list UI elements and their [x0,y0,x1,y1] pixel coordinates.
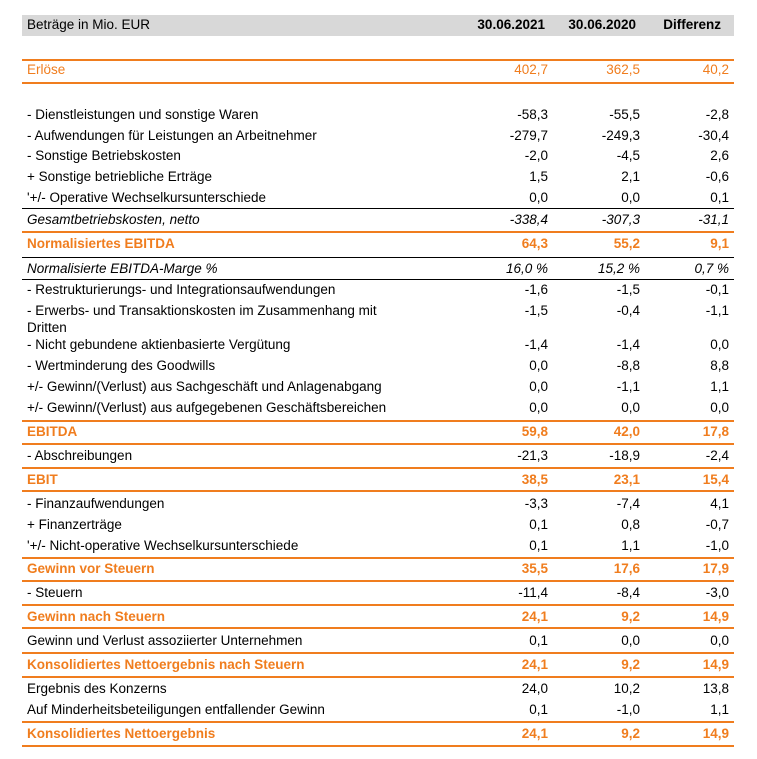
row-value-2021: -1,4 [524,337,548,352]
row-value-2021: 24,1 [521,726,548,741]
row-value-2021: -279,7 [509,128,548,143]
row-value-difference: 1,1 [710,702,729,717]
row-value-2021: -1,6 [524,282,548,297]
row-value-2020: 1,1 [621,538,640,553]
divider [22,279,734,280]
row-value-difference: -2,4 [705,448,729,463]
row-value-difference: -1,1 [705,303,729,318]
row-value-2021: -3,3 [524,496,548,511]
row-value-2021: 24,1 [521,609,548,624]
row-value-2020: 0,0 [621,190,640,205]
row-label: +/- Gewinn/(Verlust) aus Sachgeschäft und Anlagenabgang [27,379,382,394]
row-value-difference: 14,9 [702,726,729,741]
row-value-difference: 13,8 [702,681,729,696]
row-value-difference: 4,1 [710,496,729,511]
row-value-difference: 0,0 [710,400,729,415]
row-value-2020: 9,2 [621,726,640,741]
row-value-2021: 35,5 [521,561,548,576]
header-label: Beträge in Mio. EUR [27,17,151,32]
row-value-difference: 0,0 [710,633,729,648]
divider [22,59,734,61]
header-col-difference: Differenz [663,17,721,32]
divider [22,467,734,469]
table-header [22,15,734,36]
row-value-2020: 9,2 [621,609,640,624]
row-value-2021: -21,3 [517,448,548,463]
row-label-continuation: Dritten [27,320,67,335]
row-label: - Wertminderung des Goodwills [27,358,216,373]
row-value-2020: 9,2 [621,657,640,672]
row-value-2021: 24,0 [521,681,548,696]
row-label: Normalisiertes EBITDA [27,236,175,251]
row-value-difference: -31,1 [698,212,729,227]
row-label: EBIT [27,472,58,487]
divider [22,231,734,233]
row-value-difference: 0,1 [710,190,729,205]
row-value-2021: 0,0 [529,190,548,205]
divider [22,745,734,747]
row-value-difference: -2,8 [705,107,729,122]
row-label: - Steuern [27,585,83,600]
row-value-difference: 14,9 [702,657,729,672]
row-value-2021: 38,5 [521,472,548,487]
row-label: Gewinn vor Steuern [27,561,155,576]
row-value-2020: -249,3 [601,128,640,143]
row-label: - Erwerbs- und Transaktionskosten im Zusammenhang mit [27,303,377,318]
row-value-2021: 0,1 [529,538,548,553]
row-label: +/- Gewinn/(Verlust) aus aufgegebenen Geschäftsbereichen [27,400,387,415]
divider [22,676,734,678]
row-value-2021: 402,7 [514,62,548,77]
divider [22,580,734,582]
row-value-2021: -58,3 [517,107,548,122]
row-value-2020: 0,8 [621,517,640,532]
row-value-2020: -8,8 [616,358,640,373]
row-value-2020: 17,6 [613,561,640,576]
row-value-2020: -8,4 [616,585,640,600]
row-value-2020: -4,5 [616,148,640,163]
row-label: - Restrukturierungs- und Integrationsaufwendungen [27,282,336,297]
divider [22,208,734,209]
divider [22,604,734,606]
row-value-difference: 15,4 [702,472,729,487]
row-value-difference: 8,8 [710,358,729,373]
row-label: Gesamtbetriebskosten, netto [27,212,200,227]
row-label: Normalisierte EBITDA-Marge % [27,261,218,276]
row-value-2020: 0,0 [621,633,640,648]
divider [22,82,734,84]
row-value-difference: 14,9 [702,609,729,624]
row-value-2021: -2,0 [524,148,548,163]
row-value-2020: -1,0 [616,702,640,717]
row-value-2020: -1,1 [616,379,640,394]
row-value-2020: 55,2 [613,236,640,251]
header-col-2020: 30.06.2020 [568,17,636,32]
row-label: Gewinn nach Steuern [27,609,166,624]
row-value-difference: 40,2 [702,62,729,77]
row-label: - Abschreibungen [27,448,133,463]
row-value-difference: 2,6 [710,148,729,163]
row-value-2021: 0,0 [529,400,548,415]
divider [22,721,734,723]
row-value-2020: -55,5 [609,107,640,122]
row-label: '+/- Nicht-operative Wechselkursunterschiede [27,538,299,553]
row-value-2021: 16,0 % [505,261,548,276]
row-value-2021: -11,4 [518,585,548,600]
row-value-2021: 64,3 [521,236,548,251]
divider [22,257,734,258]
row-value-2021: -338,4 [509,212,548,227]
row-value-difference: -0,1 [705,282,729,297]
row-value-difference: -1,0 [705,538,729,553]
divider [22,557,734,559]
row-value-2020: 362,5 [606,62,640,77]
row-value-2020: 42,0 [613,424,640,439]
row-value-2020: -7,4 [616,496,640,511]
row-label: Gewinn und Verlust assoziierter Unternehmen [27,633,303,648]
row-value-difference: 9,1 [710,236,729,251]
row-value-difference: -30,4 [698,128,729,143]
row-value-2021: 0,1 [529,633,548,648]
row-value-2020: -0,4 [616,303,640,318]
row-value-2021: 59,8 [521,424,548,439]
row-value-difference: 0,7 % [694,261,729,276]
row-value-difference: -0,6 [705,169,729,184]
row-label: - Dienstleistungen und sonstige Waren [27,107,259,122]
row-label: - Nicht gebundene aktienbasierte Vergütung [27,337,291,352]
row-label: '+/- Operative Wechselkursunterschiede [27,190,267,205]
row-value-difference: -0,7 [705,517,729,532]
row-label: Auf Minderheitsbeteiligungen entfallender Gewinn [27,702,325,717]
row-label: Erlöse [27,62,66,77]
divider [22,443,734,445]
row-value-difference: -3,0 [705,585,729,600]
row-label: - Aufwendungen für Leistungen an Arbeitnehmer [27,128,317,143]
row-value-2020: -1,5 [616,282,640,297]
divider [22,652,734,654]
row-label: + Finanzerträge [27,517,122,532]
row-value-2021: 0,1 [529,517,548,532]
divider [22,490,734,492]
row-value-2020: 15,2 % [597,261,640,276]
row-value-difference: 1,1 [710,379,729,394]
row-value-2021: 24,1 [521,657,548,672]
row-value-2020: 0,0 [621,400,640,415]
row-value-2021: 0,0 [529,358,548,373]
row-label: + Sonstige betriebliche Erträge [27,169,212,184]
row-value-2020: 23,1 [613,472,640,487]
divider [22,420,734,422]
row-value-2020: 2,1 [621,169,640,184]
row-value-2020: -18,9 [609,448,640,463]
row-value-2020: -1,4 [616,337,640,352]
row-value-difference: 0,0 [710,337,729,352]
divider [22,627,734,629]
row-label: - Finanzaufwendungen [27,496,165,511]
row-label: Ergebnis des Konzerns [27,681,167,696]
row-value-2021: 0,1 [529,702,548,717]
header-col-2021: 30.06.2021 [477,17,545,32]
row-label: EBITDA [27,424,78,439]
row-value-2021: 1,5 [529,169,548,184]
row-value-difference: 17,9 [702,561,729,576]
row-label: - Sonstige Betriebskosten [27,148,181,163]
row-label: Konsolidiertes Nettoergebnis nach Steuern [27,657,305,672]
row-value-2020: 10,2 [613,681,640,696]
row-value-2021: -1,5 [524,303,548,318]
row-value-2021: 0,0 [529,379,548,394]
row-value-difference: 17,8 [702,424,729,439]
row-value-2020: -307,3 [601,212,640,227]
row-label: Konsolidiertes Nettoergebnis [27,726,216,741]
